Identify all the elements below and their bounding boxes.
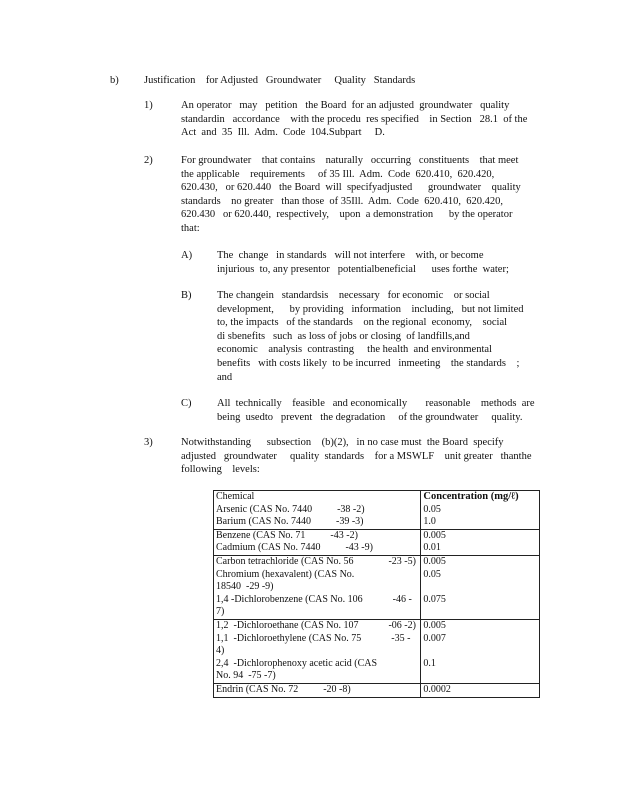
item-2b-label: B): [181, 290, 192, 301]
item-2b-line: benefits with costs likely to be incurred inmeeting the standards ;: [217, 357, 520, 369]
item-2-line: For groundwater that contains naturally occurring constituents that meet: [181, 155, 519, 166]
chemical-cell: [214, 619, 421, 683]
item-2-line: the applicable requirements of 35 Ill. Adm. Code 620.410, 620.420,: [181, 168, 495, 180]
concentration-value: 0.005: [423, 619, 446, 631]
concentration-cell: [421, 683, 540, 697]
concentration-spacer: [423, 645, 537, 658]
item-1-line: Act and 35 Ill. Adm. Code 104.Subpart D.: [181, 127, 385, 139]
item-1-line: standardin accordance with the procedu res specified in Section 28.1 of the: [181, 113, 528, 125]
item-2a-text: [217, 249, 527, 276]
concentration-value: 0.05: [423, 503, 441, 515]
item-3-line: following levels:: [181, 464, 260, 476]
item-2b-line: The changein standardsis necessary for economic or social: [217, 290, 490, 301]
chemical-name: 1,1 -Dichloroethylene (CAS No. 75 -35 -: [216, 632, 411, 644]
chemical-cell: [214, 555, 421, 619]
concentration-header: Concentration (mg/ℓ): [423, 491, 519, 502]
table-row: [214, 529, 540, 555]
chemical-name: 2,4 -Dichlorophenoxy acetic acid (CAS: [216, 657, 378, 669]
item-2-text: [181, 154, 526, 236]
chemical-name-cont: No. 94 -75 -7): [216, 670, 276, 682]
concentration-value: 0.0002: [423, 683, 451, 695]
chemical-name: Endrin (CAS No. 72 -20 -8): [216, 683, 351, 695]
item-2b-line: and: [217, 371, 233, 383]
concentration-value: 1.0: [423, 516, 436, 528]
item-2a-line: The change in standards will not interfere with, or become: [217, 250, 484, 261]
chemical-name: Cadmium (CAS No. 7440 -43 -9): [216, 542, 373, 554]
table-row: [214, 491, 540, 530]
concentration-value: 0.1: [423, 657, 436, 669]
chemical-name: Chromium (hexavalent) (CAS No.: [216, 568, 355, 580]
item-2-line: 620.430 or 620.440, respectively, upon a demonstration by the operator: [181, 209, 513, 221]
table-row: [214, 683, 540, 697]
item-2c-text: [217, 397, 535, 424]
concentration-value: 0.05: [423, 568, 441, 580]
chemical-header: Chemical: [216, 491, 255, 502]
chemical-cell: [214, 491, 421, 530]
item-2c-label: C): [181, 398, 192, 409]
item-3-line: Notwithstanding subsection (b)(2), in no case must the Board specify: [181, 437, 504, 448]
item-2c-line: being usedto prevent the degradation of the groundwater quality.: [217, 411, 523, 423]
groundwater-levels-table: [213, 490, 540, 698]
chemical-name-cont: 4): [216, 645, 225, 657]
concentration-cell: [421, 491, 540, 530]
item-2b-line: economic analysis contrasting the health and environmental: [217, 344, 492, 356]
concentration-value: 0.005: [423, 529, 446, 541]
item-2b-line: to, the impacts of the standards on the regional economy, social: [217, 317, 508, 329]
item-3-line: adjusted groundwater quality standards for a MSWLF unit greater thanthe: [181, 450, 532, 462]
concentration-value: 0.007: [423, 632, 446, 644]
concentration-spacer: [423, 670, 537, 683]
item-1-text: [181, 99, 539, 140]
concentration-cell: [421, 529, 540, 555]
concentration-spacer: [423, 606, 537, 619]
chemical-name: Barium (CAS No. 7440 -39 -3): [216, 516, 364, 528]
concentration-cell: [421, 555, 540, 619]
item-1-label: 1): [144, 100, 153, 111]
chemical-name: 1,4 -Dichlorobenzene (CAS No. 106 -46 -: [216, 593, 412, 605]
item-2a-line: injurious to, any presentor potentialbeneficial uses forthe water;: [217, 263, 509, 275]
table-row: [214, 619, 540, 683]
chemical-cell: [214, 529, 421, 555]
item-2b-line: di sbenefits such as loss of jobs or closing of landfills,and: [217, 330, 470, 342]
concentration-cell: [421, 619, 540, 683]
section-heading: Justification for Adjusted Groundwater Quality Standards: [144, 75, 416, 86]
table-row: [214, 555, 540, 619]
item-2b-line: development, by providing information including, but not limited: [217, 303, 524, 315]
item-2-line: standards no greater than those of 35Ill. Adm. Code 620.410, 620.420,: [181, 195, 503, 207]
section-label: b): [110, 75, 119, 86]
chemical-cell: [214, 683, 421, 697]
item-2a-label: A): [181, 250, 193, 261]
concentration-value: 0.01: [423, 542, 441, 554]
item-2-line: 620.430, or 620.440 the Board will specifyadjusted groundwater quality: [181, 182, 521, 194]
item-2-label: 2): [144, 155, 153, 166]
chemical-name: 1,2 -Dichloroethane (CAS No. 107 -06 -2): [216, 619, 416, 631]
chemical-name-cont: 18540 -29 -9): [216, 581, 274, 593]
concentration-spacer: [423, 581, 537, 594]
item-2c-line: All technically feasible and economically reasonable methods are: [217, 398, 535, 409]
item-1-line: An operator may petition the Board for an adjusted groundwater quality: [181, 100, 510, 111]
item-2b-text: [217, 289, 532, 384]
chemical-name: Arsenic (CAS No. 7440 -38 -2): [216, 503, 365, 515]
item-3-text: [181, 436, 536, 477]
chemical-name-cont: 7): [216, 606, 225, 618]
chemical-name: Benzene (CAS No. 71 -43 -2): [216, 529, 358, 541]
concentration-value: 0.005: [423, 555, 446, 567]
item-3-label: 3): [144, 437, 153, 448]
item-2-line: that:: [181, 222, 200, 234]
concentration-value: 0.075: [423, 593, 446, 605]
chemical-name: Carbon tetrachloride (CAS No. 56 -23 -5): [216, 555, 416, 567]
